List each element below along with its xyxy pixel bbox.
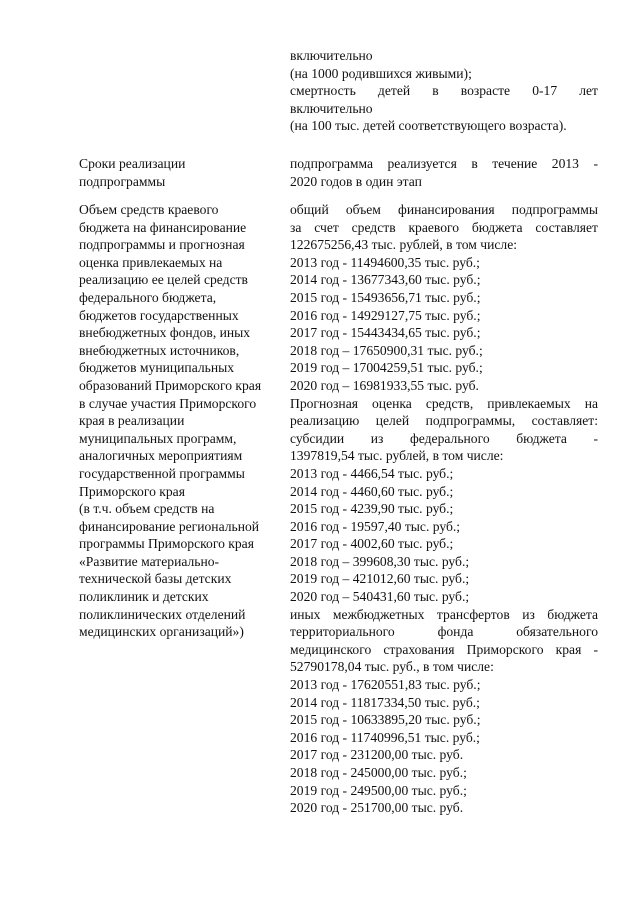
text-line: 2014 год - 13677343,60 тыс. руб.; bbox=[290, 272, 481, 288]
terms-label bbox=[79, 155, 279, 190]
label-line: федерального бюджета, bbox=[79, 289, 217, 305]
funding-value bbox=[290, 201, 598, 817]
text-line: 2018 год – 399608,30 тыс. руб.; bbox=[290, 553, 470, 569]
label-line: (в т.ч. объем средств на bbox=[79, 501, 215, 517]
text-line: включительно bbox=[290, 48, 373, 63]
text-line: 2016 год - 14929127,75 тыс. руб.; bbox=[290, 307, 481, 323]
text-line: 2013 год - 4466,54 тыс. руб.; bbox=[290, 465, 454, 481]
label-line: Объем средств краевого bbox=[79, 202, 219, 217]
text-line: 2017 год - 231200,00 тыс. руб. bbox=[290, 747, 464, 763]
label-line: поликлинических отделений bbox=[79, 606, 246, 622]
text-line: медицинского страхования Приморского края - bbox=[290, 641, 598, 657]
text-line: иных межбюджетных трансфертов из бюджета bbox=[290, 606, 598, 622]
funding-label bbox=[79, 201, 279, 641]
text-line: субсидии из федерального бюджета - bbox=[290, 430, 598, 446]
text-line: 2013 год - 11494600,35 тыс. руб.; bbox=[290, 254, 480, 270]
text-line: 2019 год - 249500,00 тыс. руб.; bbox=[290, 782, 467, 798]
text-line: 2015 год - 15493656,71 тыс. руб.; bbox=[290, 289, 481, 305]
label-line: муниципальных программ, bbox=[79, 430, 237, 446]
text-line: 2019 год – 421012,60 тыс. руб.; bbox=[290, 571, 470, 587]
text-line: 2018 год - 245000,00 тыс. руб.; bbox=[290, 765, 467, 780]
label-line: технической базы детских bbox=[79, 571, 232, 587]
label-line: бюджетов муниципальных bbox=[79, 360, 235, 376]
label-line: в случае участия Приморского bbox=[79, 395, 257, 411]
text-line: реализацию целей подпрограммы, составляет: bbox=[290, 413, 598, 429]
label-line: края в реализации bbox=[79, 413, 185, 429]
label-line: Приморского края bbox=[79, 483, 185, 499]
text-line: 2020 годов в один этап bbox=[290, 173, 422, 189]
label-line: «Развитие материально- bbox=[79, 553, 220, 569]
text-line: 2020 год - 251700,00 тыс. руб. bbox=[290, 800, 464, 816]
text-line: 2015 год - 10633895,20 тыс. руб.; bbox=[290, 712, 481, 728]
text-line: 2014 год - 4460,60 тыс. руб.; bbox=[290, 483, 454, 499]
text-line: 2013 год - 17620551,83 тыс. руб.; bbox=[290, 677, 481, 693]
text-line: 2019 год – 17004259,51 тыс. руб.; bbox=[290, 360, 483, 376]
label-line: Сроки реализации bbox=[79, 156, 186, 171]
text-line: (на 1000 родившихся живыми); bbox=[290, 65, 472, 81]
label-line: подпрограммы bbox=[79, 173, 166, 189]
label-line: внебюджетных фондов, иных bbox=[79, 325, 251, 341]
text-line: включительно bbox=[290, 100, 373, 116]
top-continuation-block bbox=[290, 47, 598, 135]
text-line: Прогнозная оценка средств, привлекаемых на bbox=[290, 395, 598, 411]
text-line: 2015 год - 4239,90 тыс. руб.; bbox=[290, 501, 454, 517]
label-line: образований Приморского края bbox=[79, 377, 262, 393]
text-line: 1397819,54 тыс. рублей, в том числе: bbox=[290, 448, 504, 464]
label-line: аналогичных мероприятиям bbox=[79, 448, 243, 464]
label-line: внебюджетных источников, bbox=[79, 342, 240, 358]
text-line: территориального фонда обязательного bbox=[290, 624, 598, 640]
text-line: 2017 год - 4002,60 тыс. руб.; bbox=[290, 536, 454, 552]
label-line: финансирование региональной bbox=[79, 518, 260, 534]
text-line: 2016 год - 19597,40 тыс. руб.; bbox=[290, 518, 461, 534]
terms-value bbox=[290, 155, 598, 190]
label-line: медицинских организаций») bbox=[79, 624, 244, 640]
label-line: бюджета на финансирование bbox=[79, 219, 247, 235]
label-line: оценка привлекаемых на bbox=[79, 254, 223, 270]
label-line: реализацию ее целей средств bbox=[79, 272, 248, 288]
text-line: (на 100 тыс. детей соответствующего возраста). bbox=[290, 118, 567, 134]
text-line: 2020 год – 540431,60 тыс. руб.; bbox=[290, 589, 470, 605]
label-line: программы Приморского края bbox=[79, 536, 254, 552]
text-line: 2018 год – 17650900,31 тыс. руб.; bbox=[290, 342, 483, 358]
text-line: 2017 год - 15443434,65 тыс. руб.; bbox=[290, 325, 481, 341]
text-line: смертность детей в возрасте 0-17 лет bbox=[290, 83, 598, 99]
text-line: 122675256,43 тыс. рублей, в том числе: bbox=[290, 237, 518, 253]
text-line: 52790178,04 тыс. руб., в том числе: bbox=[290, 659, 494, 675]
label-line: государственной программы bbox=[79, 465, 245, 481]
label-line: подпрограммы и прогнозная bbox=[79, 237, 245, 253]
text-line: подпрограмма реализуется в течение 2013 - bbox=[290, 156, 598, 171]
text-line: 2016 год - 11740996,51 тыс. руб.; bbox=[290, 729, 480, 745]
text-line: за счет средств краевого бюджета составляет bbox=[290, 219, 598, 235]
text-line: 2014 год - 11817334,50 тыс. руб.; bbox=[290, 694, 480, 710]
label-line: поликлиник и детских bbox=[79, 589, 209, 605]
label-line: бюджетов государственных bbox=[79, 307, 239, 323]
text-line: 2020 год – 16981933,55 тыс. руб. bbox=[290, 377, 479, 393]
text-line: общий объем финансирования подпрограммы bbox=[290, 202, 598, 217]
